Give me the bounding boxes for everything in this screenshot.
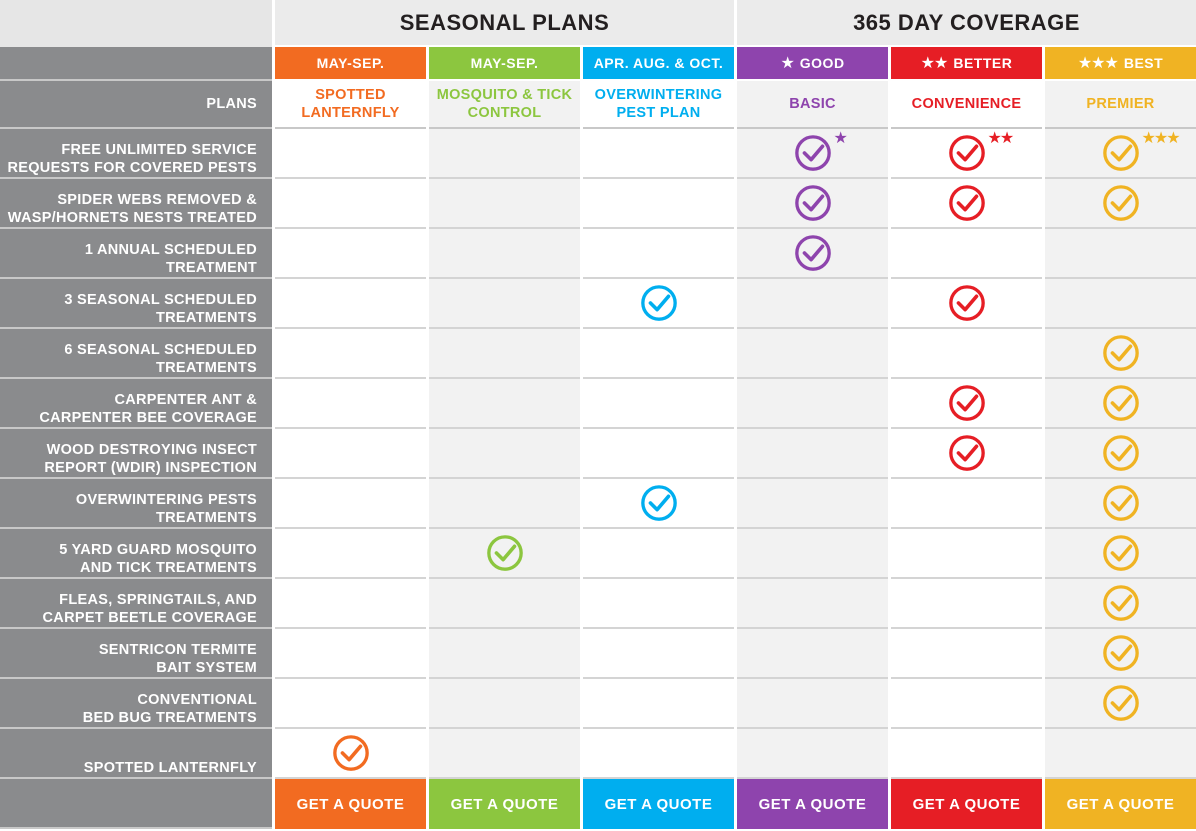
feature-cell: [1045, 229, 1196, 279]
star-icon: ★: [833, 130, 846, 147]
feature-cell: [891, 729, 1042, 779]
checkmark-circle-icon: [1102, 534, 1140, 572]
feature-cell: [737, 179, 888, 229]
checkmark-circle-icon: [794, 134, 832, 172]
feature-cell: [737, 529, 888, 579]
feature-cell: [891, 229, 1042, 279]
star-rating-icon: ★★: [920, 55, 948, 72]
feature-cell: [737, 329, 888, 379]
feature-cell: [891, 329, 1042, 379]
feature-label-line: TREATMENT: [165, 260, 257, 276]
feature-cell: [275, 129, 426, 179]
subheader-overwintering: [583, 47, 734, 81]
checkmark-circle-icon: [1102, 584, 1140, 622]
feature-cell: [429, 229, 580, 279]
checkmark-circle-icon: [1102, 684, 1140, 722]
feature-cell: [275, 629, 426, 679]
feature-label-line: TREATMENTS: [155, 310, 257, 326]
feature-label: [0, 329, 272, 379]
feature-cell: [275, 379, 426, 429]
checkmark-circle-icon: [1102, 334, 1140, 372]
star-icon: ★★: [987, 130, 1013, 147]
plan-name-line: SPOTTED: [315, 87, 386, 103]
check-mark: [1102, 334, 1140, 372]
feature-label-line: WOOD DESTROYING INSECT: [46, 442, 257, 458]
feature-cell: [275, 329, 426, 379]
plan-name-basic: [737, 81, 888, 129]
checkmark-circle-icon: [332, 734, 370, 772]
feature-label: [0, 229, 272, 279]
feature-cell: [891, 279, 1042, 329]
feature-cell: [1045, 429, 1196, 479]
feature-label-line: 1 ANNUAL SCHEDULED: [84, 242, 257, 258]
corner-cell: [0, 0, 272, 47]
feature-cell: [429, 729, 580, 779]
feature-label: [0, 129, 272, 179]
feature-cell: [1045, 579, 1196, 629]
feature-label-line: 3 SEASONAL SCHEDULED: [64, 292, 257, 308]
feature-label-line: FREE UNLIMITED SERVICE: [61, 142, 257, 158]
feature-cell: [275, 179, 426, 229]
feature-cell: [891, 679, 1042, 729]
feature-label-line: TREATMENTS: [155, 360, 257, 376]
feature-cell: [583, 179, 734, 229]
feature-label: [0, 479, 272, 529]
check-mark: [1102, 634, 1140, 672]
get-a-quote-button-lanternfly[interactable]: GET A QUOTE: [275, 779, 426, 829]
check-mark: [332, 734, 370, 772]
checkmark-circle-icon: [640, 284, 678, 322]
seasonal-plans-header: SEASONAL PLANS: [275, 0, 734, 47]
plan-name-line: OVERWINTERING: [594, 87, 723, 103]
feature-cell: [737, 429, 888, 479]
plan-name-line: BASIC: [789, 96, 836, 112]
feature-cell: [1045, 129, 1196, 179]
feature-cell: [737, 479, 888, 529]
subheader-convenience: [891, 47, 1042, 81]
feature-cell: [737, 679, 888, 729]
checkmark-circle-icon: [1102, 634, 1140, 672]
subheader-label: MAY-SEP.: [470, 55, 539, 71]
feature-cell: [737, 729, 888, 779]
feature-cell: [429, 179, 580, 229]
feature-cell: [583, 429, 734, 479]
check-mark: [948, 284, 986, 322]
feature-cell: [429, 679, 580, 729]
feature-label: [0, 179, 272, 229]
subheader-lanternfly: [275, 47, 426, 81]
subheader-premier: [1045, 47, 1196, 81]
feature-label: [0, 279, 272, 329]
plan-name-line: PEST PLAN: [616, 105, 701, 121]
subheader-label: APR. AUG. & OCT.: [593, 55, 724, 71]
feature-cell: [737, 129, 888, 179]
checkmark-circle-icon: [948, 134, 986, 172]
feature-cell: [275, 679, 426, 729]
check-mark: [948, 130, 1013, 172]
feature-label-line: AND TICK TREATMENTS: [79, 560, 257, 576]
feature-cell: [1045, 379, 1196, 429]
check-mark: [1102, 130, 1179, 172]
feature-cell: [891, 529, 1042, 579]
feature-cell: [583, 729, 734, 779]
plan-name-mosquito: [429, 81, 580, 129]
feature-cell: [891, 379, 1042, 429]
feature-cell: [275, 579, 426, 629]
feature-cell: [737, 379, 888, 429]
plan-name-lanternfly: [275, 81, 426, 129]
subheader-mosquito: [429, 47, 580, 81]
feature-cell: [737, 629, 888, 679]
feature-cell: [429, 529, 580, 579]
check-mark: [1102, 434, 1140, 472]
checkmark-circle-icon: [948, 184, 986, 222]
feature-cell: [583, 479, 734, 529]
feature-label-line: CARPET BEETLE COVERAGE: [42, 610, 257, 626]
feature-cell: [429, 129, 580, 179]
feature-cell: [583, 129, 734, 179]
feature-cell: [583, 329, 734, 379]
feature-cell: [891, 629, 1042, 679]
feature-label: [0, 379, 272, 429]
feature-cell: [583, 579, 734, 629]
feature-cell: [1045, 729, 1196, 779]
checkmark-circle-icon: [794, 184, 832, 222]
subheader-label: GOOD: [799, 55, 845, 71]
plans-label: PLANS: [0, 81, 272, 129]
feature-cell: [583, 629, 734, 679]
feature-cell: [583, 679, 734, 729]
feature-label: [0, 529, 272, 579]
feature-cell: [1045, 179, 1196, 229]
feature-cell: [583, 279, 734, 329]
checkmark-circle-icon: [1102, 384, 1140, 422]
feature-cell: [1045, 279, 1196, 329]
plan-name-premier: [1045, 81, 1196, 129]
check-mark: [1102, 684, 1140, 722]
feature-label-line: 6 SEASONAL SCHEDULED: [64, 342, 257, 358]
subheader-basic: [737, 47, 888, 81]
plan-name-line: LANTERNFLY: [301, 105, 400, 121]
feature-cell: [891, 429, 1042, 479]
feature-label-line: OVERWINTERING PESTS: [75, 492, 257, 508]
check-mark: [486, 534, 524, 572]
feature-label-line: BED BUG TREATMENTS: [82, 710, 257, 726]
quote-label-cell: [0, 779, 272, 829]
feature-cell: [275, 279, 426, 329]
checkmark-circle-icon: [1102, 184, 1140, 222]
feature-cell: [275, 479, 426, 529]
check-mark: [948, 434, 986, 472]
feature-cell: [737, 579, 888, 629]
get-a-quote-button-overwintering[interactable]: GET A QUOTE: [583, 779, 734, 829]
check-mark: [794, 234, 832, 272]
check-mark: [1102, 584, 1140, 622]
checkmark-circle-icon: [948, 434, 986, 472]
check-mark: [1102, 184, 1140, 222]
plan-name-overwintering: [583, 81, 734, 129]
feature-cell: [429, 429, 580, 479]
feature-cell: [275, 529, 426, 579]
feature-cell: [275, 229, 426, 279]
get-a-quote-button-mosquito[interactable]: GET A QUOTE: [429, 779, 580, 829]
subheader-label: MAY-SEP.: [316, 55, 385, 71]
subheader-label-cell: [0, 47, 272, 81]
subheader-label: BEST: [1123, 55, 1164, 71]
subheader-label: BETTER: [953, 55, 1013, 71]
plan-name-line: CONVENIENCE: [911, 96, 1022, 112]
checkmark-circle-icon: [1102, 484, 1140, 522]
check-mark: [948, 184, 986, 222]
feature-cell: [429, 279, 580, 329]
get-a-quote-button-basic[interactable]: GET A QUOTE: [737, 779, 888, 829]
feature-cell: [1045, 629, 1196, 679]
feature-cell: [891, 579, 1042, 629]
plan-name-line: CONTROL: [467, 105, 542, 121]
feature-cell: [737, 229, 888, 279]
feature-label-line: CARPENTER BEE COVERAGE: [39, 410, 257, 426]
feature-cell: [583, 229, 734, 279]
feature-label-line: FLEAS, SPRINGTAILS, AND: [59, 592, 257, 608]
feature-cell: [891, 479, 1042, 529]
get-a-quote-button-convenience[interactable]: GET A QUOTE: [891, 779, 1042, 829]
feature-label: [0, 579, 272, 629]
check-mark: [640, 284, 678, 322]
feature-label-line: WASP/HORNETS NESTS TREATED: [7, 210, 257, 226]
feature-cell: [1045, 479, 1196, 529]
feature-label: [0, 679, 272, 729]
feature-label-line: REQUESTS FOR COVERED PESTS: [7, 160, 257, 176]
feature-cell: [429, 629, 580, 679]
checkmark-circle-icon: [948, 384, 986, 422]
get-a-quote-button-premier[interactable]: GET A QUOTE: [1045, 779, 1196, 829]
checkmark-circle-icon: [948, 284, 986, 322]
feature-cell: [275, 729, 426, 779]
feature-label-line: SENTRICON TERMITE: [98, 642, 257, 658]
plan-name-convenience: [891, 81, 1042, 129]
feature-cell: [429, 379, 580, 429]
checkmark-circle-icon: [1102, 434, 1140, 472]
feature-label-line: TREATMENTS: [155, 510, 257, 526]
feature-label-line: SPIDER WEBS REMOVED &: [57, 192, 257, 208]
feature-label-line: CARPENTER ANT &: [114, 392, 257, 408]
feature-cell: [583, 379, 734, 429]
feature-label-line: CONVENTIONAL: [137, 692, 257, 708]
feature-label: [0, 729, 272, 779]
feature-cell: [891, 129, 1042, 179]
feature-label-line: REPORT (WDIR) INSPECTION: [44, 460, 257, 476]
feature-cell: [583, 529, 734, 579]
feature-label-line: BAIT SYSTEM: [156, 660, 257, 676]
feature-cell: [891, 179, 1042, 229]
feature-cell: [429, 579, 580, 629]
star-icon: ★★★: [1141, 130, 1179, 147]
star-rating-icon: ★★★: [1077, 55, 1118, 72]
checkmark-circle-icon: [1102, 134, 1140, 172]
feature-label-line: SPOTTED LANTERNFLY: [83, 760, 257, 776]
feature-cell: [737, 279, 888, 329]
check-mark: [794, 130, 846, 172]
coverage-header: 365 DAY COVERAGE: [737, 0, 1196, 47]
checkmark-circle-icon: [486, 534, 524, 572]
check-mark: [794, 184, 832, 222]
check-mark: [640, 484, 678, 522]
feature-label: [0, 629, 272, 679]
check-mark: [1102, 484, 1140, 522]
check-mark: [1102, 534, 1140, 572]
feature-label: [0, 429, 272, 479]
feature-cell: [1045, 679, 1196, 729]
checkmark-circle-icon: [640, 484, 678, 522]
checkmark-circle-icon: [794, 234, 832, 272]
feature-cell: [429, 479, 580, 529]
check-mark: [1102, 384, 1140, 422]
plan-name-line: PREMIER: [1086, 96, 1155, 112]
feature-cell: [1045, 529, 1196, 579]
feature-label-line: 5 YARD GUARD MOSQUITO: [59, 542, 257, 558]
star-rating-icon: ★: [780, 55, 794, 72]
plan-name-line: MOSQUITO & TICK: [436, 87, 573, 103]
feature-cell: [275, 429, 426, 479]
feature-cell: [429, 329, 580, 379]
check-mark: [948, 384, 986, 422]
feature-cell: [1045, 329, 1196, 379]
